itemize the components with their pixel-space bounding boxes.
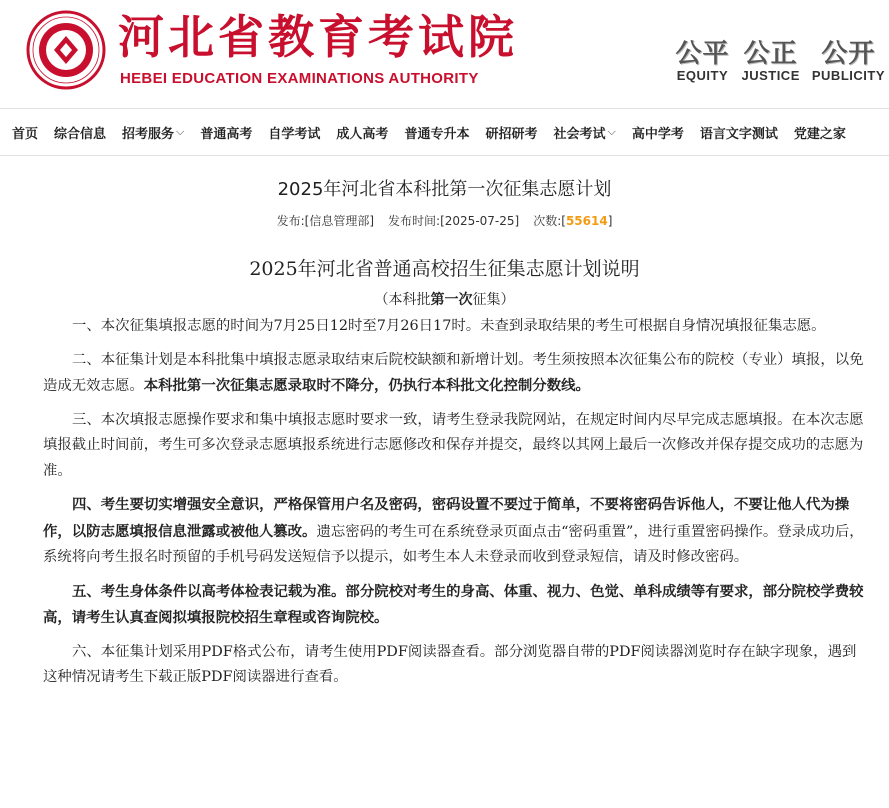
- nav-label: 综合信息: [54, 126, 107, 142]
- nav-label: 普通专升本: [404, 126, 470, 142]
- nav-item-gaokao[interactable]: [200, 123, 252, 142]
- nav-label: 首页: [12, 126, 39, 142]
- nav-item-general-info[interactable]: [54, 123, 106, 142]
- paragraph-6: 六、本征集计划采用PDF格式公布，请考生使用PDF阅读器查看。部分浏览器自带的PDF阅读器浏览时存在缺字现象，遇到这种情况请考生下载正版PDF阅读器进行查看。: [43, 643, 857, 685]
- value-publicity: [812, 40, 885, 84]
- subtitle-open: （本科批: [374, 292, 431, 308]
- publish-time: [2025-07-25]: [440, 214, 520, 228]
- article: [0, 178, 889, 691]
- paragraph-3: 三、本次填报志愿操作要求和集中填报志愿时要求一致，请考生登录我院网站，在规定时间内尽早完成志愿填报。在本次志愿填报截止时间前，考生可多次登录志愿填报系统进行志愿修改和保存并提交，最终以其网上最后一次修改并保存提交成功的志愿为准。: [43, 411, 864, 479]
- nav-label: 高中学考: [631, 126, 684, 142]
- nav-label: 社会考试: [553, 126, 606, 142]
- nav-label: 党建之家: [793, 126, 846, 142]
- value-justice: [741, 40, 799, 84]
- value-cn: 公正: [743, 39, 798, 69]
- site-title-cn: 河北省教育考试院: [118, 10, 518, 64]
- chevron-down-icon: ⌵: [607, 125, 616, 138]
- core-values: [675, 40, 885, 84]
- paragraph-4-text: 遗忘密码的考生可在系统登录页面点击“密码重置”，进行重置密码操作。登录成功后，系统将向考生报名时预留的手机号码发送短信予以提示，如考生本人未登录而收到登录短信，请及时修改密码。: [43, 523, 864, 565]
- nav-label: 研招研考: [485, 126, 538, 142]
- hits-label: 次数:: [533, 214, 562, 228]
- paragraph-5: [43, 579, 865, 632]
- paragraph-2: [43, 348, 865, 400]
- paragraph-4-emphasis: 四、考生要切实增强安全意识，严格保管用户名及密码，密码设置不要过于简单，不要将密码告诉他人，不要让他人代为操作，以防志愿填报信息泄露或被他人篡改。: [43, 496, 850, 540]
- value-en: PUBLICITY: [811, 68, 885, 83]
- document-title: 2025年河北省普通高校招生征集志愿计划说明: [249, 258, 640, 280]
- nav-item-home[interactable]: [12, 123, 38, 142]
- nav-item-self-study[interactable]: [268, 123, 320, 142]
- institution-logo[interactable]: [26, 10, 106, 90]
- site-header: [0, 0, 889, 106]
- value-cn: 公开: [821, 39, 876, 69]
- nav-item-upgrade[interactable]: [404, 123, 469, 142]
- nav-item-language-test[interactable]: [700, 123, 778, 142]
- subtitle-bold: 第一次: [430, 292, 473, 308]
- paragraph-1: 一、本次征集填报志愿的时间为7月25日12时至7月26日17时。未查到录取结果的考生可根据自身情况填报征集志愿。: [72, 318, 826, 334]
- paragraph-4: [43, 492, 865, 571]
- article-meta: 发布:[信息管理部] 发布时间:[2025-07-25] 次数:[55614]: [276, 214, 613, 228]
- document-subtitle: [0, 290, 889, 310]
- nav-label: 招考服务: [122, 126, 175, 142]
- publisher: [信息管理部]: [304, 214, 375, 228]
- subtitle-close: 征集）: [472, 292, 515, 308]
- nav-label: 语言文字测试: [699, 126, 778, 142]
- chevron-down-icon: ⌵: [176, 125, 185, 138]
- nav-item-party-home[interactable]: [794, 123, 846, 142]
- main-nav: [0, 108, 889, 156]
- nav-item-adult-exam[interactable]: [336, 123, 388, 142]
- paragraph-5-emphasis: 五、考生身体条件以高考体检表记载为准。部分院校对考生的身高、体重、视力、色觉、单科成绩等有要求，部分院校学费较高，请考生认真查阅拟填报院校招生章程或咨询院校。: [43, 582, 864, 626]
- value-en: JUSTICE: [741, 68, 800, 83]
- publisher-label: 发布:: [276, 214, 305, 228]
- nav-item-highschool[interactable]: [632, 123, 684, 142]
- nav-label: 自学考试: [268, 126, 321, 142]
- article-title: 2025年河北省本科批第一次征集志愿计划: [277, 179, 612, 200]
- value-equity: [675, 40, 729, 84]
- nav-item-graduate[interactable]: [485, 123, 537, 142]
- nav-label: 普通高考: [200, 126, 253, 142]
- paragraph-2-emphasis: 本科批第一次征集志愿录取时不降分，仍执行本科批文化控制分数线。: [143, 377, 590, 394]
- nav-item-exam-services[interactable]: [122, 123, 184, 142]
- paragraph-2-text: 二、本征集计划是本科批集中填报志愿录取结束后院校缺额和新增计划。考生须按照本次征集公布的院校（专业）填报，以免造成无效志愿。: [43, 351, 864, 394]
- value-cn: 公平: [675, 39, 730, 69]
- nav-item-social-exam[interactable]: [553, 123, 615, 142]
- nav-label: 成人高考: [336, 126, 389, 142]
- hit-count: 55614: [565, 214, 608, 228]
- site-title-en: HEBEI EDUCATION EXAMINATIONS AUTHORITY: [120, 70, 479, 87]
- time-label: 发布时间:: [388, 214, 441, 228]
- value-en: EQUITY: [676, 68, 729, 83]
